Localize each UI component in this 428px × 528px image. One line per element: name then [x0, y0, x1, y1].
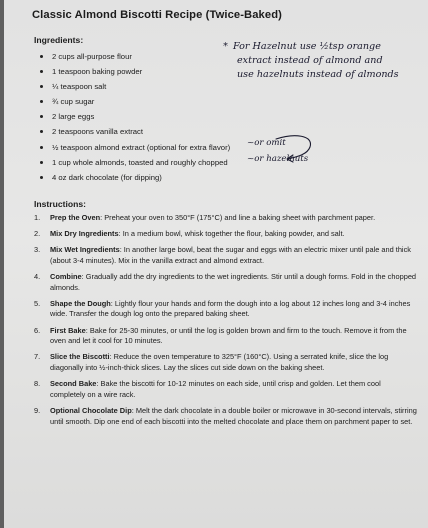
step-title: Mix Dry Ingredients: [50, 229, 119, 239]
ingredient-item: ½ teaspoon almond extract (optional for extra flavor): [52, 140, 418, 155]
step-number: 6.: [34, 325, 41, 335]
step-number: 5.: [34, 298, 41, 308]
instruction-step: [32, 229, 418, 240]
step-title: Shape the Dough: [50, 298, 111, 308]
instruction-step: [32, 299, 418, 320]
step-title: Combine: [50, 272, 82, 281]
step-number: 2.: [34, 229, 41, 239]
step-number: 1.: [34, 212, 41, 222]
step-text: : Melt the dark chocolate in a double boiler or microwave in 30-second intervals, stirring until smooth. Dip one end of each biscotti into the melted chocolate and place them on parchment paper to set.: [50, 405, 417, 426]
recipe-title: Classic Almond Biscotti Recipe (Twice-Baked): [32, 9, 282, 21]
step-text: : Lightly flour your hands and form the dough into a log about 12 inches long and 3-4 inches wide. Transfer the dough log onto the prepared baking sheet.: [50, 298, 411, 319]
step-number: 7.: [34, 352, 41, 362]
ingredient-item: ¼ teaspoon salt: [52, 79, 418, 94]
step-number: 4.: [34, 272, 41, 281]
handwritten-omit-annotation: ~or omit: [247, 138, 286, 148]
step-text: : Bake for 25-30 minutes, or until the log is golden brown and firm to the touch. Remove it from the oven and let it cool for 10 minutes.: [50, 325, 407, 346]
step-text: : Bake the biscotti for 10-12 minutes on each side, until crisp and golden. Let them cool completely on a wire rack.: [50, 379, 381, 399]
ingredient-item: 4 oz dark chocolate (for dipping): [52, 170, 418, 185]
ingredients-heading: Ingredients:: [34, 35, 84, 45]
step-text: : Gradually add the dry ingredients to the wet ingredients. Stir until a dough forms. Fold in the chopped almonds.: [50, 272, 417, 292]
step-text: : Reduce the oven temperature to 325°F (160°C). Using a serrated knife, slice the log diagonally into ½-inch-thick slices. Lay the slices cut side down on the baking sheet.: [50, 352, 389, 372]
ingredient-item: 2 teaspoons vanilla extract: [52, 124, 418, 139]
instruction-step: [32, 379, 418, 400]
ingredient-item: ¾ cup sugar: [52, 94, 418, 109]
instruction-step: [32, 272, 418, 293]
instruction-step: [32, 245, 418, 266]
step-text: : In a medium bowl, whisk together the flour, baking powder, and salt.: [118, 229, 345, 239]
handwritten-note-line: For Hazelnut use ½tsp orange: [233, 41, 381, 52]
ingredient-item: 2 cups all-purpose flour: [52, 49, 418, 64]
handwritten-arrow-icon: [274, 135, 322, 163]
step-title: Optional Chocolate Dip: [50, 405, 132, 415]
step-number: 9.: [34, 405, 41, 415]
step-title: First Bake: [50, 325, 86, 335]
handwritten-note-line: extract instead of almond and: [237, 55, 383, 66]
instruction-step: [32, 352, 418, 373]
step-text: : Preheat your oven to 350°F (175°C) and line a baking sheet with parchment paper.: [100, 212, 376, 222]
step-title: Prep the Oven: [50, 212, 101, 222]
handwritten-note-line: use hazelnuts instead of almonds: [237, 69, 399, 80]
step-title: Second Bake: [50, 379, 97, 389]
ingredient-item: 2 large eggs: [52, 109, 418, 124]
handwritten-star-icon: *: [223, 41, 228, 52]
ingredient-item: 1 cup whole almonds, toasted and roughly chopped: [52, 155, 418, 170]
step-title: Slice the Biscotti: [50, 352, 110, 362]
instruction-step: [32, 406, 418, 427]
instruction-step: [32, 213, 418, 224]
step-number: 8.: [34, 379, 41, 389]
instructions-list: [32, 213, 418, 427]
instruction-step: [32, 326, 418, 347]
handwritten-hazelnuts-annotation: ~or hazelnuts: [247, 154, 309, 164]
instructions-heading: Instructions:: [34, 198, 87, 209]
recipe-page: [4, 0, 428, 528]
ingredient-item: 1 teaspoon baking powder: [52, 64, 418, 79]
step-text: : In another large bowl, beat the sugar and eggs with an electric mixer until pale and thick (about 3-4 minutes). Mix in the vanilla extract and almond extract.: [50, 245, 411, 265]
step-number: 3.: [34, 245, 41, 255]
step-title: Mix Wet Ingredients: [50, 245, 120, 255]
